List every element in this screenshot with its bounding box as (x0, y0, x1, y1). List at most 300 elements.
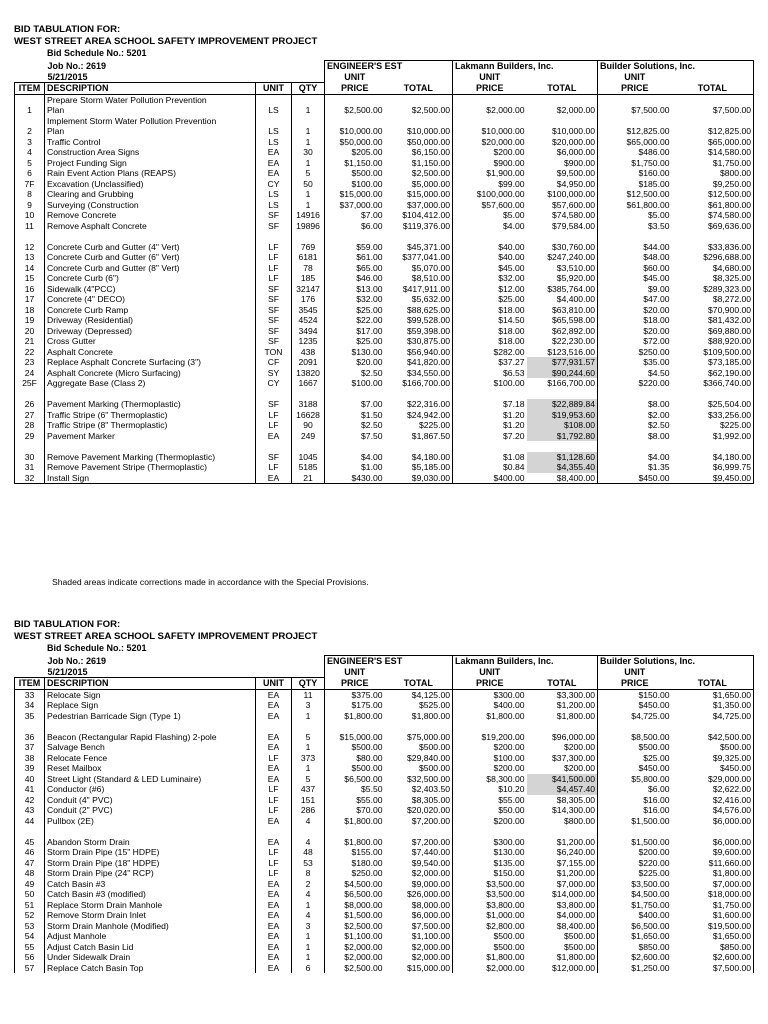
item-unit: EA (256, 879, 292, 890)
item-description: Catch Basin #3 (45, 879, 256, 890)
item-number: 27 (15, 410, 45, 421)
bidder2-unit-price: $486.00 (638, 147, 670, 157)
bidder2-total: $62,190.00 (672, 368, 754, 379)
item-description: Traffic Stripe (6" Thermoplastic) (45, 410, 256, 421)
item-qty: 3494 (292, 326, 325, 337)
bidder2-total: $88,920.00 (672, 336, 754, 347)
table-row (15, 816, 754, 827)
item-description (45, 94, 256, 116)
engineer-unit-price: $100.00 (351, 178, 383, 189)
item-qty: 5 (292, 774, 325, 785)
bidder2-total: $73,185.00 (672, 357, 754, 368)
table-row (15, 137, 754, 148)
bidder2-unit-price: $220.00 (638, 857, 670, 868)
item-unit: LF (256, 753, 292, 764)
bidder2-unit-price: $4,500.00 (631, 889, 670, 899)
bidder2-total: $2,622.00 (672, 784, 754, 795)
engineer-total: $10,000.00 (385, 116, 453, 137)
col-item: ITEM (15, 678, 45, 690)
table-row (15, 858, 754, 869)
bidder2-total: $19,500.00 (672, 921, 754, 932)
bidder2-unit-price: $2,600.00 (631, 952, 670, 962)
bidder2-unit-price: $25.00 (643, 752, 670, 763)
bidder2-total: $1,800.00 (672, 868, 754, 879)
engineer-header: ENGINEER'S EST (325, 656, 453, 667)
item-description: Sidewalk (4"PCC) (45, 284, 256, 295)
bidder1-total: $22,230.00 (527, 336, 598, 347)
bidder1-total: $57,600.00 (527, 200, 598, 211)
bidder1-unit-price: $1,800.00 (486, 710, 525, 721)
engineer-unit-price: $2.50 (361, 367, 383, 378)
bidder1-unit-price: $300.00 (493, 689, 525, 700)
bidder2-unit-price: $35.00 (643, 357, 670, 367)
bidder2-unit-price: $250.00 (638, 346, 670, 357)
table-row (15, 315, 754, 326)
table-row (15, 879, 754, 890)
item-description: Storm Drain Pipe (15" HDPE) (45, 847, 256, 858)
bidder1-unit-price: $45.00 (498, 262, 525, 273)
item-qty: 1 (292, 116, 325, 137)
item-number: 46 (15, 847, 45, 858)
item-qty: 5 (292, 732, 325, 743)
item-description: Relocate Fence (45, 753, 256, 764)
bidder2-unit-price: $7,500.00 (631, 105, 670, 115)
table-row (15, 942, 754, 953)
engineer-unit-price: $1,100.00 (344, 931, 383, 941)
engineer-unit-price: $20.00 (356, 357, 383, 367)
item-unit: EA (256, 837, 292, 848)
engineer-unit-price: $2,000.00 (344, 952, 383, 962)
bidder1-unit-price: $18.00 (498, 336, 525, 346)
item-number: 11 (15, 221, 45, 232)
table-row (15, 347, 754, 358)
table-row (15, 431, 754, 442)
bidder2-unit-price: $8,500.00 (631, 731, 670, 742)
bidder2-unit-price: $1,750.00 (631, 899, 670, 910)
item-qty: 4 (292, 889, 325, 900)
bidder2-total: $74,580.00 (672, 210, 754, 221)
item-qty: 4 (292, 910, 325, 921)
bidder1-unit-price: $150.00 (493, 868, 525, 878)
item-number: 16 (15, 284, 45, 295)
item-qty: 4 (292, 837, 325, 848)
engineer-total: $7,500.00 (385, 921, 453, 932)
item-qty: 78 (292, 263, 325, 274)
table-row (15, 900, 754, 911)
engineer-total: $22,316.00 (385, 399, 453, 410)
bidder1-unit-price: $135.00 (493, 857, 525, 868)
bidder2-unit-price: $61,800.00 (626, 199, 670, 210)
bidder2-total: $70,900.00 (672, 305, 754, 316)
item-unit: LF (256, 805, 292, 816)
bidder2-total: $29,000.00 (672, 774, 754, 785)
bidder1-total: $5,920.00 (527, 273, 598, 284)
engineer-total: $2,000.00 (385, 942, 453, 953)
item-unit: LF (256, 420, 292, 431)
item-description: Salvage Bench (45, 742, 256, 753)
engineer-unit-price: $65.00 (356, 262, 383, 273)
bidder2-total: $7,500.00 (672, 94, 754, 116)
bidder1-total: $12,000.00 (527, 963, 598, 974)
bidder2-total: $12,500.00 (672, 189, 754, 200)
item-unit: SF (256, 284, 292, 295)
item-number: 24 (15, 368, 45, 379)
bidder2-total: $1,650.00 (672, 931, 754, 942)
bidder1-unit-price: $1,900.00 (486, 168, 525, 178)
bidder1-unit-price: $20,000.00 (481, 136, 525, 147)
item-number: 53 (15, 921, 45, 932)
item-description: Pullbox (2E) (45, 816, 256, 827)
item-qty: 1 (292, 711, 325, 722)
table-row (15, 847, 754, 858)
engineer-unit-price: $1,500.00 (344, 910, 383, 920)
item-description: Remove Concrete (45, 210, 256, 221)
bidder1-unit-price: $1.20 (503, 420, 525, 430)
engineer-total: $9,030.00 (385, 473, 453, 484)
engineer-total: $59,398.00 (385, 326, 453, 337)
table-row (15, 462, 754, 473)
item-qty: 6 (292, 963, 325, 974)
item-qty: 50 (292, 179, 325, 190)
table-row (15, 168, 754, 179)
item-description: Adjust Manhole (45, 931, 256, 942)
item-qty: 1 (292, 952, 325, 963)
bidder2-unit-price: $65,000.00 (626, 136, 670, 147)
col-qty: QTY (292, 678, 325, 690)
item-number: 4 (15, 147, 45, 158)
table-row (15, 94, 754, 116)
bidder2-total: $7,000.00 (672, 879, 754, 890)
engineer-unit-price: $32.00 (356, 294, 383, 304)
engineer-unit-price: $1,800.00 (344, 836, 383, 847)
bidder1-unit-price: $200.00 (493, 815, 525, 826)
item-number: 8 (15, 189, 45, 200)
table-row (15, 711, 754, 722)
table-row (15, 952, 754, 963)
bidder2-unit-price: $2.00 (648, 409, 670, 420)
item-qty: 438 (292, 347, 325, 358)
item-unit: EA (256, 473, 292, 484)
engineer-total: $20,020.00 (385, 805, 453, 816)
engineer-unit-price: $130.00 (351, 346, 383, 357)
item-qty: 1 (292, 137, 325, 148)
table-row (15, 410, 754, 421)
bidder1-unit-price: $5.00 (503, 210, 525, 220)
table-row (15, 689, 754, 700)
table-row (15, 753, 754, 764)
bidder1-unit-price: $900.00 (493, 157, 525, 168)
bid-date: 5/21/2015 (47, 666, 88, 677)
item-number: 51 (15, 900, 45, 911)
item-description: Concrete Curb (6") (45, 273, 256, 284)
bid-table-2 (14, 655, 754, 973)
bidder2-total: $8,325.00 (672, 273, 754, 284)
bidder2-total: $9,325.00 (672, 753, 754, 764)
item-number: 2 (15, 116, 45, 137)
engineer-unit-price: $46.00 (356, 273, 383, 283)
bidder2-total: $1,600.00 (672, 910, 754, 921)
bidder2-total: $81,432.00 (672, 315, 754, 326)
item-description: Conductor (#6) (45, 784, 256, 795)
item-unit: LS (256, 137, 292, 148)
bidder1-unit-price: $18.00 (498, 325, 525, 336)
item-qty: 1 (292, 942, 325, 953)
table-row (15, 200, 754, 211)
bidder2-total: $1,750.00 (672, 900, 754, 911)
bidder1-total: $800.00 (527, 816, 598, 827)
item-unit: LF (256, 410, 292, 421)
table-row (15, 284, 754, 295)
bidder1-unit-price: $40.00 (498, 241, 525, 252)
item-unit: SF (256, 294, 292, 305)
bidder2-unit-price: $4,725.00 (631, 710, 670, 721)
table-row (15, 921, 754, 932)
bidder1-unit-price: $400.00 (493, 700, 525, 710)
item-qty: 13820 (292, 368, 325, 379)
item-number: 45 (15, 837, 45, 848)
item-qty: 1 (292, 742, 325, 753)
item-description: Reset Mailbox (45, 763, 256, 774)
bidder2-total: $11,660.00 (672, 858, 754, 869)
bidder1-unit-price: $1,800.00 (486, 952, 525, 962)
engineer-unit-price: $61.00 (356, 252, 383, 262)
item-qty: 14916 (292, 210, 325, 221)
bidder1-total: $14,300.00 (527, 805, 598, 816)
bidder2-unit-price: $16.00 (643, 794, 670, 805)
table-row (15, 473, 754, 484)
item-qty: 16628 (292, 410, 325, 421)
engineer-total: $225.00 (385, 420, 453, 431)
item-description: Abandon Storm Drain (45, 837, 256, 848)
item-unit: LF (256, 795, 292, 806)
bidder1-unit-price: $4.00 (503, 220, 525, 231)
item-unit: SF (256, 315, 292, 326)
table-row (15, 889, 754, 900)
engineer-total: $45,371.00 (385, 242, 453, 253)
bidder2-total: $69,636.00 (672, 221, 754, 232)
bidder2-unit-price: $48.00 (643, 252, 670, 262)
engineer-unit-price: $1.00 (361, 462, 383, 472)
item-description: Excavation (Unclassified) (45, 179, 256, 190)
engineer-total: $2,500.00 (385, 168, 453, 179)
item-number: 10 (15, 210, 45, 221)
engineer-unit-price: $59.00 (356, 241, 383, 252)
bidder2-unit-price: $450.00 (638, 700, 670, 710)
table-row (15, 221, 754, 232)
bidder1-total: $1,200.00 (527, 837, 598, 848)
item-qty: 11 (292, 689, 325, 700)
table-row (15, 179, 754, 190)
bidder1-unit-price: $40.00 (498, 252, 525, 262)
item-number: 26 (15, 399, 45, 410)
item-unit: EA (256, 931, 292, 942)
table-row (15, 868, 754, 879)
item-number: 30 (15, 452, 45, 463)
col-item: ITEM (15, 83, 45, 95)
engineer-total: $1,100.00 (385, 931, 453, 942)
item-qty: 5 (292, 168, 325, 179)
item-number: 3 (15, 137, 45, 148)
item-number: 13 (15, 252, 45, 263)
item-unit: SF (256, 336, 292, 347)
item-unit: TON (256, 347, 292, 358)
bidder2-total: $4,576.00 (672, 805, 754, 816)
bidder2-unit-price: $8.00 (648, 430, 670, 441)
engineer-total: $4,125.00 (385, 689, 453, 700)
table-row (15, 189, 754, 200)
engineer-total: $7,200.00 (385, 837, 453, 848)
engineer-total: $5,185.00 (385, 462, 453, 473)
description-line-1: Implement Storm Water Pollution Prevention (47, 115, 217, 126)
engineer-total: $29,840.00 (385, 753, 453, 764)
item-unit: LS (256, 200, 292, 211)
table-row (15, 336, 754, 347)
bidder1-unit-price: $99.00 (498, 178, 525, 189)
item-qty: 1 (292, 763, 325, 774)
unit-price-top: UNIT (624, 666, 646, 677)
item-unit: EA (256, 816, 292, 827)
table-row (15, 242, 754, 253)
engineer-unit-price: $6,500.00 (344, 889, 383, 899)
engineer-unit-price: $500.00 (351, 168, 383, 178)
bidder2-total: $1,992.00 (672, 431, 754, 442)
bidder2-unit-price: $220.00 (638, 378, 670, 388)
item-description: Traffic Stripe (8" Thermoplastic) (45, 420, 256, 431)
item-description: Conduit (2" PVC) (45, 805, 256, 816)
col-total: TOTAL (672, 678, 754, 690)
bidder1-header: Lakmann Builders, Inc. (453, 656, 598, 667)
item-number: 39 (15, 763, 45, 774)
item-unit: EA (256, 900, 292, 911)
item-description: Traffic Control (45, 137, 256, 148)
engineer-total: $2,000.00 (385, 952, 453, 963)
engineer-total: $525.00 (385, 700, 453, 711)
bidder2-total: $6,999.75 (672, 462, 754, 473)
item-number: 37 (15, 742, 45, 753)
item-qty: 1045 (292, 452, 325, 463)
item-unit: LF (256, 273, 292, 284)
bidder1-unit-price: $2,000.00 (486, 962, 525, 973)
item-number: 22 (15, 347, 45, 358)
engineer-unit-price: $13.00 (356, 283, 383, 294)
item-unit: LF (256, 263, 292, 274)
item-unit: EA (256, 963, 292, 974)
bidder1-total: $10,000.00 (527, 116, 598, 137)
bidder1-total: $4,000.00 (527, 910, 598, 921)
item-description: Remove Asphalt Concrete (45, 221, 256, 232)
item-unit: SF (256, 452, 292, 463)
unit-price-top: UNIT (479, 71, 501, 82)
engineer-unit-price: $430.00 (325, 473, 385, 484)
item-description: Rain Event Action Plans (REAPS) (45, 168, 256, 179)
section-spacer (15, 721, 754, 732)
item-number: 34 (15, 700, 45, 711)
bidder1-total: $7,000.00 (527, 879, 598, 890)
bidder1-unit-price: $50.00 (498, 805, 525, 815)
bidder2-header: Builder Solutions, Inc. (598, 61, 754, 72)
bidder1-total: $6,000.00 (527, 147, 598, 158)
bidder2-total: $25,504.00 (672, 399, 754, 410)
bidder2-unit-price: $450.00 (638, 763, 670, 773)
col-unit-price: PRICE (621, 677, 649, 688)
item-qty: 1 (292, 94, 325, 116)
engineer-unit-price: $10,000.00 (339, 126, 383, 136)
bidder2-unit-price: $3.50 (648, 220, 670, 231)
bidder2-unit-price: $6,500.00 (631, 920, 670, 931)
bidder1-total: $22,889.84 (527, 399, 598, 410)
item-unit: SF (256, 399, 292, 410)
item-description: Adjust Catch Basin Lid (45, 942, 256, 953)
bidder1-unit-price: $19,200.00 (481, 731, 525, 742)
item-unit: EA (256, 742, 292, 753)
bidder2-total: $65,000.00 (672, 137, 754, 148)
bidder1-unit-price: $25.00 (498, 294, 525, 304)
bidder1-total: $1,792.80 (527, 431, 598, 442)
bidder2-unit-price: $12,825.00 (626, 126, 670, 136)
bidder1-total: $37,300.00 (527, 753, 598, 764)
item-description: Remove Pavement Stripe (Thermoplastic) (45, 462, 256, 473)
item-unit: SY (256, 368, 292, 379)
engineer-total: $6,000.00 (385, 910, 453, 921)
item-number: 1 (15, 94, 45, 116)
bidder2-total: $4,180.00 (672, 452, 754, 463)
engineer-unit-price: $5.50 (361, 784, 383, 794)
bidder1-total: $166,700.00 (527, 378, 598, 389)
table-row (15, 795, 754, 806)
bidder2-unit-price: $16.00 (643, 805, 670, 815)
bid-schedule: Bid Schedule No.: 5201 (47, 643, 147, 653)
table-row (15, 784, 754, 795)
section-spacer (15, 231, 754, 242)
item-number: 15 (15, 273, 45, 284)
item-description: Replace Storm Drain Manhole (45, 900, 256, 911)
item-qty: 1235 (292, 336, 325, 347)
item-qty: 185 (292, 273, 325, 284)
table-row (15, 357, 754, 368)
bid-tab-page-1 (14, 24, 754, 587)
item-number: 36 (15, 732, 45, 743)
unit-price-top: UNIT (624, 71, 646, 82)
engineer-total: $166,700.00 (385, 378, 453, 389)
description-line-2: Plan (47, 126, 65, 136)
item-qty: 3 (292, 700, 325, 711)
item-qty: 48 (292, 847, 325, 858)
engineer-unit-price: $500.00 (351, 763, 383, 773)
bidder2-total: $2,600.00 (672, 952, 754, 963)
item-qty: 3 (292, 921, 325, 932)
bidder2-total: $33,256.00 (672, 410, 754, 421)
item-qty: 176 (292, 294, 325, 305)
item-unit: EA (256, 147, 292, 158)
engineer-total: $15,000.00 (385, 963, 453, 974)
engineer-unit-price: $15,000.00 (339, 731, 383, 742)
bidder1-unit-price: $6.53 (503, 367, 525, 378)
item-number: 21 (15, 336, 45, 347)
bidder1-total: $7,155.00 (527, 858, 598, 869)
item-description: Storm Drain Pipe (24" RCP) (45, 868, 256, 879)
engineer-unit-price: $2,500.00 (344, 105, 383, 115)
item-description: Driveway (Residential) (45, 315, 256, 326)
bidder2-unit-price: $6.00 (648, 784, 670, 794)
item-qty: 5185 (292, 462, 325, 473)
bidder2-unit-price: $450.00 (598, 473, 672, 484)
table-row (15, 399, 754, 410)
table-row (15, 963, 754, 974)
bidder2-unit-price: $185.00 (638, 178, 670, 189)
item-number: 28 (15, 420, 45, 431)
bidder2-total: $33,836.00 (672, 242, 754, 253)
bidder1-total: $3,510.00 (527, 263, 598, 274)
